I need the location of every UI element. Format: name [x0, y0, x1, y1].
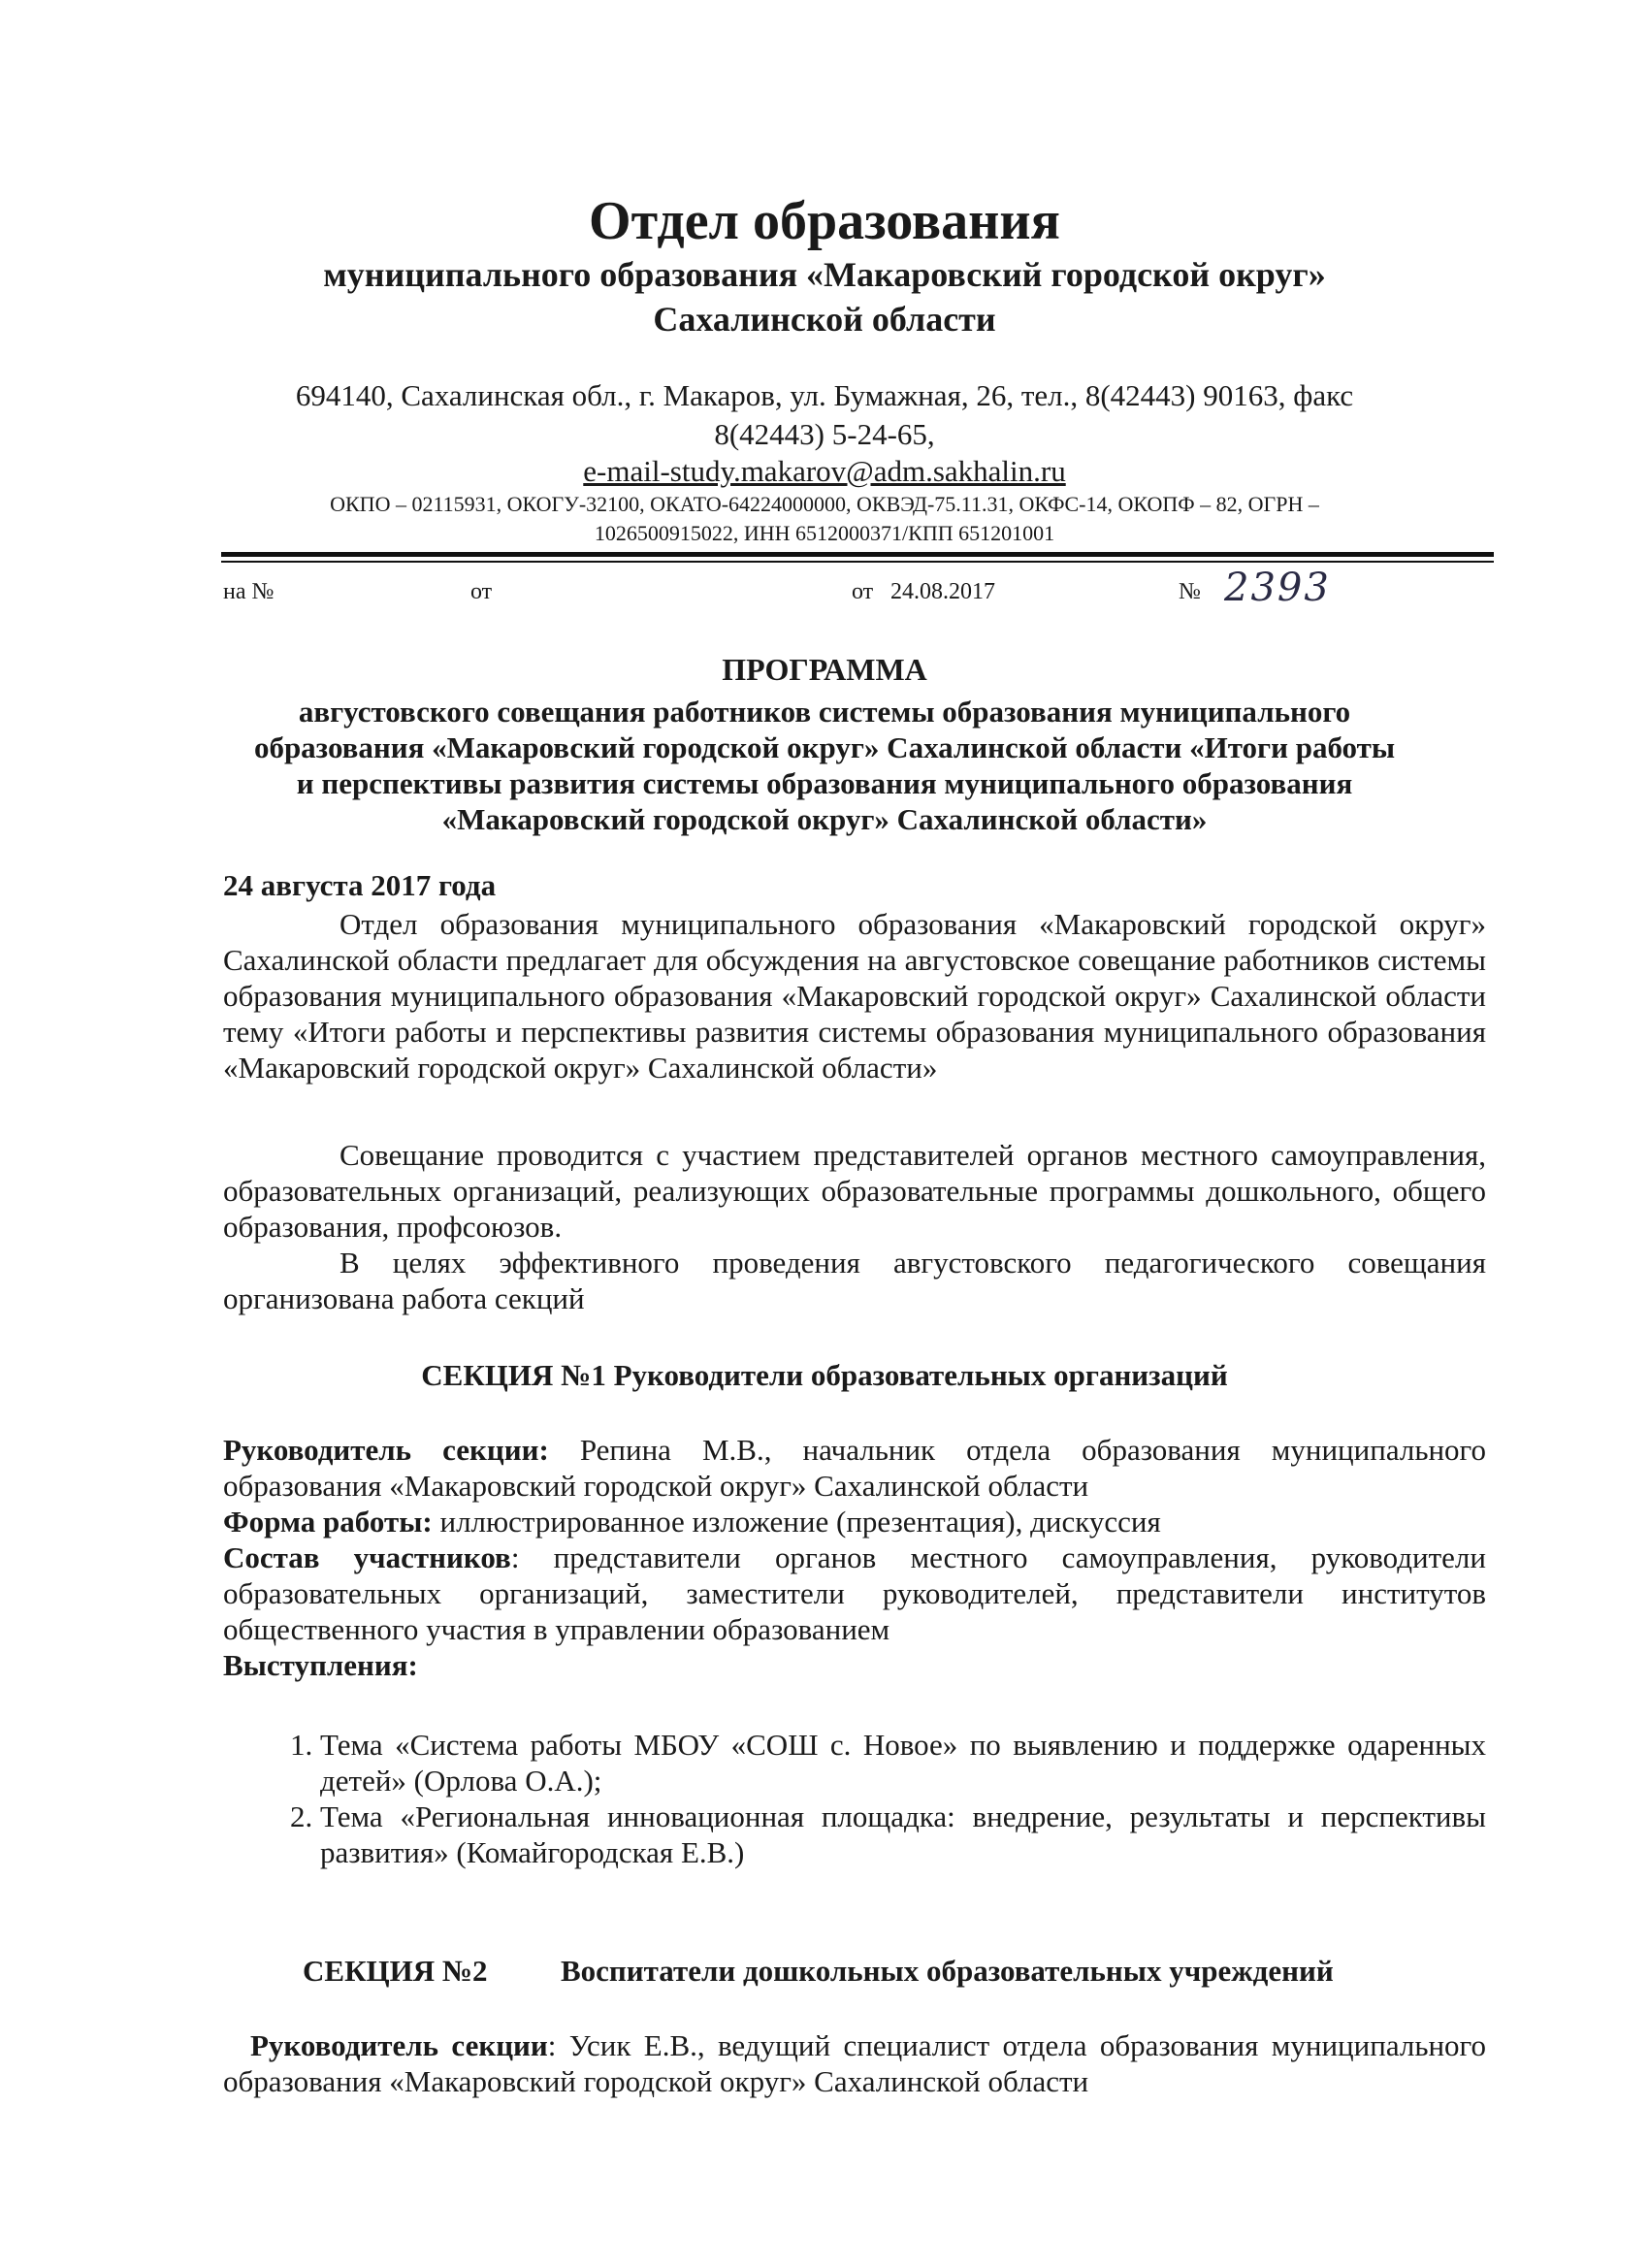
participants-paragraph — [223, 1137, 1486, 1245]
ref-date: 24.08.2017 — [890, 579, 995, 604]
header-divider-thin — [221, 561, 1494, 563]
section2-leader-label: Руководитель секции — [250, 2028, 548, 2062]
program-subtitle-line4: «Макаровский городской округ» Сахалинской области» — [441, 802, 1208, 836]
registry-codes-line2: 1026500915022, ИНН 6512000371/КПП 651201001 — [594, 521, 1055, 545]
email-row — [0, 454, 1649, 489]
header-divider-thick — [221, 552, 1494, 557]
intro-text: Отдел образования муниципального образования «Макаровский городской округ» Сахалинской области предлагает для обсуждения на августовское совещание работников системы образования муниципального образования «Макаровский городской округ» Сахалинской области тему «Итоги работы и перспективы развития системы образования муниципального образования «Макаровский городской округ» Сахалинской области» — [223, 907, 1486, 1085]
ref-na-label: на № — [223, 579, 275, 604]
section1-form-text: иллюстрированное изложение (презентация), дискуссия — [432, 1505, 1161, 1539]
section1-details — [223, 1432, 1486, 1683]
section2-leader — [223, 2027, 1486, 2099]
ref-ot-date-label: от — [852, 579, 874, 604]
section1-speeches-label: Выступления: — [223, 1648, 418, 1682]
address-line2: 8(42443) 5-24-65, — [714, 417, 935, 451]
ref-number-label: № — [1179, 579, 1201, 604]
intro-paragraph — [223, 906, 1486, 1085]
handwritten-number: 2393 — [1224, 566, 1331, 610]
section1-members-text: : представители органов местного самоуправления, руководители образовательных организаций, заместители руководителей, представители институтов общественного участия в управлении образованием — [223, 1540, 1486, 1646]
participants-text: Совещание проводится с участием представителей органов местного самоуправления, образовательных организаций, реализующих образовательные программы дошкольного, общего образования, профсоюзов. — [223, 1138, 1486, 1244]
meeting-date: 24 августа 2017 года — [223, 868, 497, 902]
section1-leader — [223, 1432, 1486, 1504]
section1-leader-label: Руководитель секции: — [223, 1433, 549, 1467]
program-subtitle-line1: августовского совещания работников системы образования муниципального — [298, 695, 1351, 729]
speech-item-2: 2. Тема «Региональная инновационная площадка: внедрение, результаты и перспективы развития» (Комайгородская Е.В.) — [320, 1798, 1486, 1870]
registry-codes-line1: ОКПО – 02115931, ОКОГУ-32100, ОКАТО-64224000000, ОКВЭД-75.11.31, ОКФС-14, ОКОПФ – 82, ОГРН – — [330, 492, 1319, 516]
speech-item-1: 1. Тема «Система работы МБОУ «СОШ с. Новое» по выявлению и поддержке одаренных детей» (Орлова О.А.); — [320, 1727, 1486, 1798]
section1-members-label: Состав участников — [223, 1540, 511, 1574]
section2-heading-number: СЕКЦИЯ №2 — [303, 1954, 488, 1988]
section1-speeches-list — [223, 1727, 1486, 1870]
organization-subtitle-line1: муниципального образования «Макаровский городской округ» — [323, 255, 1326, 294]
ref-ot-label: от — [470, 579, 493, 604]
section1-form-label: Форма работы: — [223, 1505, 433, 1539]
program-title: ПРОГРАММА — [722, 652, 927, 687]
sections-paragraph — [223, 1245, 1486, 1316]
section1-leader-text: Репина М.В., начальник отдела образования муниципального образования «Макаровский городской округ» Сахалинской области — [223, 1433, 1486, 1503]
program-subtitle-line3: и перспективы развития системы образования муниципального образования — [296, 766, 1353, 800]
section2-leader-text: : Усик Е.В., ведущий специалист отдела образования муниципального образования «Макаровский городской округ» Сахалинской области — [223, 2028, 1486, 2098]
address-line1: 694140, Сахалинская обл., г. Макаров, ул. Бумажная, 26, тел., 8(42443) 90163, факс — [295, 378, 1354, 412]
section2-details — [223, 2027, 1486, 2099]
section1-heading: СЕКЦИЯ №1 Руководители образовательных организаций — [421, 1358, 1228, 1392]
section1-form — [223, 1504, 1486, 1539]
section2-heading-text: Воспитатели дошкольных образовательных учреждений — [561, 1954, 1334, 1988]
email-link[interactable]: e-mail-study.makarov@adm.sakhalin.ru — [583, 454, 1066, 488]
organization-subtitle-line2: Сахалинской области — [653, 300, 996, 339]
section1-members — [223, 1539, 1486, 1647]
organization-title: Отдел образования — [589, 191, 1060, 251]
program-subtitle-line2: образования «Макаровский городской округ» Сахалинской области «Итоги работы — [253, 730, 1396, 764]
sections-text: В целях эффективного проведения августовского педагогического совещания организована работа секций — [223, 1246, 1486, 1315]
